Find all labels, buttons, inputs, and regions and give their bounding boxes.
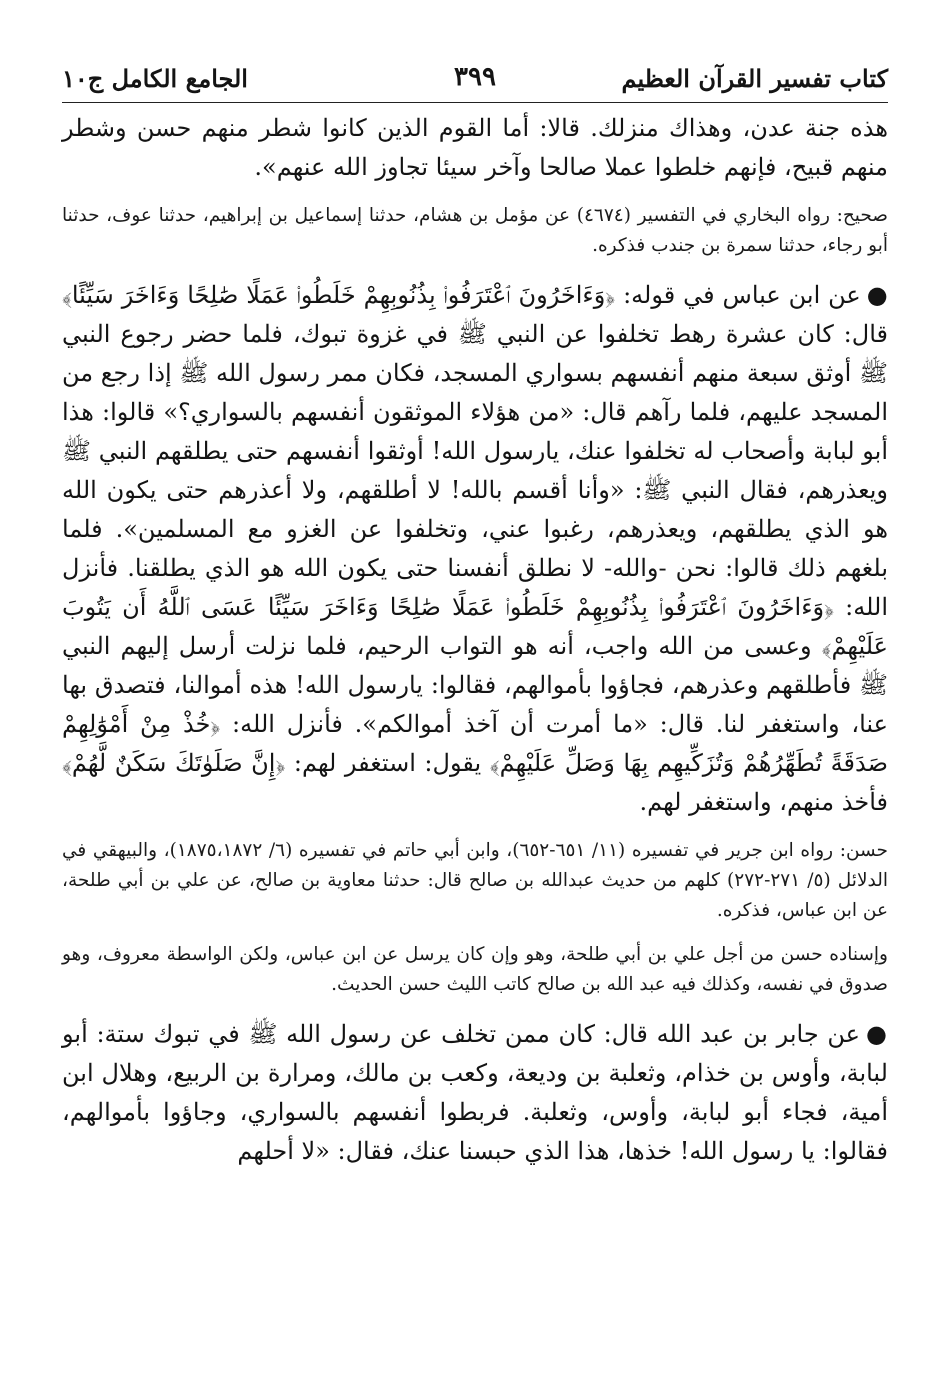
bullet-icon: ● [866, 280, 888, 309]
paragraph-text: عن ابن عباس في قوله: ﴿وَءَاخَرُونَ ٱعْتَرَفُوا۟ بِذُنُوبِهِمْ خَلَطُوا۟ عَمَلًا صَٰلِحًا وَءَاخَرَ سَيِّئًا﴾ قال: كان عشرة رهط تخلفوا عن النبي ﷺ في غزوة تبوك، فلما حضر رجوع النبي ﷺ أوثق سبعة منهم أنفسهم بسواري المسجد، فكان ممر رسول الله ﷺ إذا رجع من المسجد عليهم، فلما رآهم قال: «من هؤلاء الموثقون أنفسهم بالسواري؟» قالوا: هذا أبو لبابة وأصحاب له تخلفوا عنك، يارسول الله! أوثقوا أنفسهم حتى يطلقهم النبي ﷺ ويعذرهم، فقال النبي ﷺ: «وأنا أقسم بالله! لا أطلقهم، ولا أعذرهم حتى يكون الله هو الذي يطلقهم، ويعذرهم، رغبوا عني، وتخلفوا عن الغزو مع المسلمين». فلما بلغهم ذلك قالوا: نحن -والله- لا نطلق أنفسنا حتى يكون الله هو الذي يطلقنا. فأنزل الله: ﴿وَءَاخَرُونَ ٱعْتَرَفُوا۟ بِذُنُوبِهِمْ خَلَطُوا۟ عَمَلًا صَٰلِحًا وَءَاخَرَ سَيِّئًا عَسَى ٱللَّهُ أَن يَتُوبَ عَلَيْهِمْ﴾ وعسى من الله واجب، أنه هو التواب الرحيم، فلما نزلت أرسل إليهم النبي ﷺ فأطلقهم وعذرهم، فجاؤوا بأموالهم، فقالوا: يارسول الله! هذه أموالنا، فتصدق بها عنا، واستغفر لنا. قال: «ما أمرت أن آخذ أموالكم». فأنزل الله: ﴿خُذْ مِنْ أَمْوَٰلِهِمْ صَدَقَةً تُطَهِّرُهُمْ وَتُزَكِّيهِم بِهَا وَصَلِّ عَلَيْهِمْ﴾ يقول: استغفر لهم: ﴿إِنَّ صَلَوٰتَكَ سَكَنٌ لَّهُمْ﴾ فأخذ منهم، واستغفر لهم. [62, 281, 889, 816]
bullet-icon: ● [865, 1019, 888, 1048]
book-page [62, 58, 888, 1358]
volume-title: الجامع الكامل ج١٠ [62, 64, 248, 93]
hadith-paragraph-ibn-abbas [62, 275, 888, 822]
hadith-grade-note-2 [62, 836, 888, 926]
page-header [62, 58, 888, 103]
note-text: وإسناده حسن من أجل علي بن أبي طلحة، وهو وإن كان يرسل عن ابن عباس، ولكن الواسطة معروف، وهو صدوق في نفسه، وكذلك فيه عبد الله بن صالح كاتب الليث حسن الحديث. [62, 944, 888, 995]
paragraph-text: هذه جنة عدن، وهذاك منزلك. قالا: أما القوم الذين كانوا شطر منهم حسن وشطر منهم قبيح، فإنهم خلطوا عملا صالحا وآخر سيئا تجاوز الله عنهم». [62, 114, 888, 181]
paragraph-text: عن جابر بن عبد الله قال: كان ممن تخلف عن رسول الله ﷺ في تبوك ستة: أبو لبابة، وأوس بن خذام، وثعلبة بن وديعة، وكعب بن مالك، ومرارة بن الربيع، وهلال ابن أمية، فجاء أبو لبابة، وأوس، وثعلبة. فربطوا أنفسهم بالسواري، وجاؤوا بأموالهم، فقالوا: يا رسول الله! خذها، هذا الذي حبسنا عنك، فقال: «لا أحلهم [62, 1020, 888, 1165]
page-content [62, 109, 888, 1171]
hadith-paragraph-jabir [62, 1014, 888, 1171]
note-text: حسن: رواه ابن جرير في تفسيره (١١/ ٦٥١-٦٥٢)، وابن أبي حاتم في تفسيره (٦/ ١٨٧٥،١٨٧٢)، والبيهقي في الدلائل (٥/ ٢٧١-٢٧٢) كلهم من حديث عبدالله بن صالح قال: حدثنا معاوية بن صالح، عن علي بن أبي طلحة، عن ابن عباس، فذكره. [62, 840, 888, 921]
text-paragraph-1 [62, 109, 888, 187]
book-title: كتاب تفسير القرآن العظيم [621, 64, 888, 93]
page-number: ٣٩٩ [454, 62, 496, 92]
hadith-grade-note-1 [62, 201, 888, 261]
isnad-note [62, 940, 888, 1000]
note-text: صحيح: رواه البخاري في التفسير (٤٦٧٤) عن مؤمل بن هشام، حدثنا إسماعيل بن إبراهيم، حدثنا عوف، حدثنا أبو رجاء، حدثنا سمرة بن جندب فذكره. [62, 205, 888, 256]
